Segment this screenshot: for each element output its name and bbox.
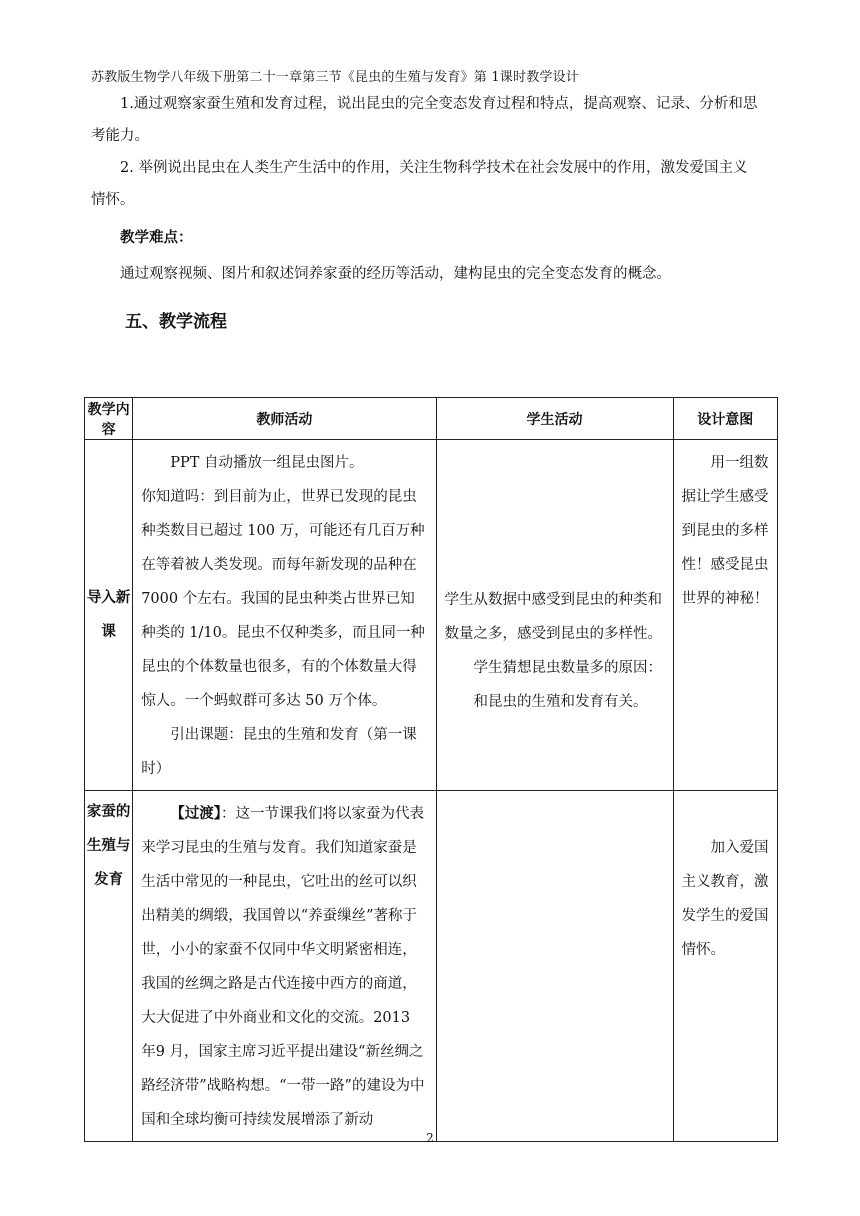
difficulty-text: 通过观察视频、图片和叙述饲养家蚕的经历等活动，建构昆虫的完全变态发育的概念。 [120,266,671,282]
intent-text: 用一组数据让学生感受到昆虫的多样性！感受昆虫世界的神秘！ [681,455,769,607]
objective-2: 2. 举例说出昆虫在人类生产生活中的作用，关注生物科学技术在社会发展中的作用，激发爱国主义 情怀。 [91,160,767,208]
teacher-line: 你知道吗：到目前为止，世界已发现的昆虫种类数目已超过 100 万，可能还有几百万种在等着被人类发现。而每年新发现的品种在 7000 个左右。我国的昆虫种类占世界已知种类的 1/10。昆虫不仅种类多，而且同一种昆虫的个体数量也很多，有的个体数量大得惊人。一个蚂蚁群可多达 50 万个体。 [141,489,425,709]
section-title: 五、教学流程 [125,312,227,332]
table-header-row [85,398,778,440]
student-line: 学生从数据中感受到昆虫的种类和数量之多，感受到昆虫的多样性。 [444,592,663,642]
teacher-line: 引出课题：昆虫的生殖和发育（第一课时） [141,727,417,777]
design-intent-cell [673,791,777,1142]
header-intent: 设计意图 [673,398,777,440]
student-line: 学生猜想昆虫数量多的原因： [473,660,663,676]
header-student: 学生活动 [436,398,673,440]
header-teacher: 教师活动 [133,398,436,440]
row-content-cell [85,440,133,791]
row-content-cell [85,791,133,1142]
header-content: 教学内容 [85,398,133,440]
objective-1: 1.通过观察家蚕生殖和发育过程，说出昆虫的完全变态发育过程和特点，提高观察、记录、分析和思考能力。 [91,96,758,144]
intent-text: 加入爱国主义教育，激发学生的爱国情怀。 [681,840,769,958]
transition-label: 【过渡】 [170,805,221,822]
teacher-activity-cell [133,440,436,791]
student-line: 和昆虫的生殖和发育有关。 [473,694,648,710]
student-activity-cell [436,440,673,791]
teacher-text: ：这一节课我们将以家蚕为代表来学习昆虫的生殖与发育。我们知道家蚕是生活中常见的一种昆虫，它吐出的丝可以织出精美的绸缎，我国曾以“养蚕缫丝”著称于世，小小的家蚕不仅同中华文明紧密相连，我国的丝绸之路是古代连接中西方的商道， 大大促进了中外商业和文化的交流。2013 年9 月，国家主席习近平提出建设“新丝绸之路经济带”战略构想。“一带一路”的建设为中国和全球均衡可持续发展增添了新动 [141,806,425,1128]
row-content-label: 家蚕的生殖与发育 [86,804,131,888]
table-row [85,440,778,791]
teaching-flow-table [84,397,778,1142]
student-activity-cell [436,791,673,1142]
teacher-line: PPT 自动播放一组昆虫图片。 [170,455,364,471]
row-content-label: 导入新课 [86,590,131,640]
page-header: 苏教版生物学八年级下册第二十一章第三节《昆虫的生殖与发育》第 1课时教学设计 [91,70,580,85]
design-intent-cell [673,440,777,791]
teacher-activity-cell [133,791,436,1142]
page-number: 2 [426,1131,434,1145]
difficulty-heading: 教学难点： [120,230,193,246]
table-row [85,791,778,1142]
